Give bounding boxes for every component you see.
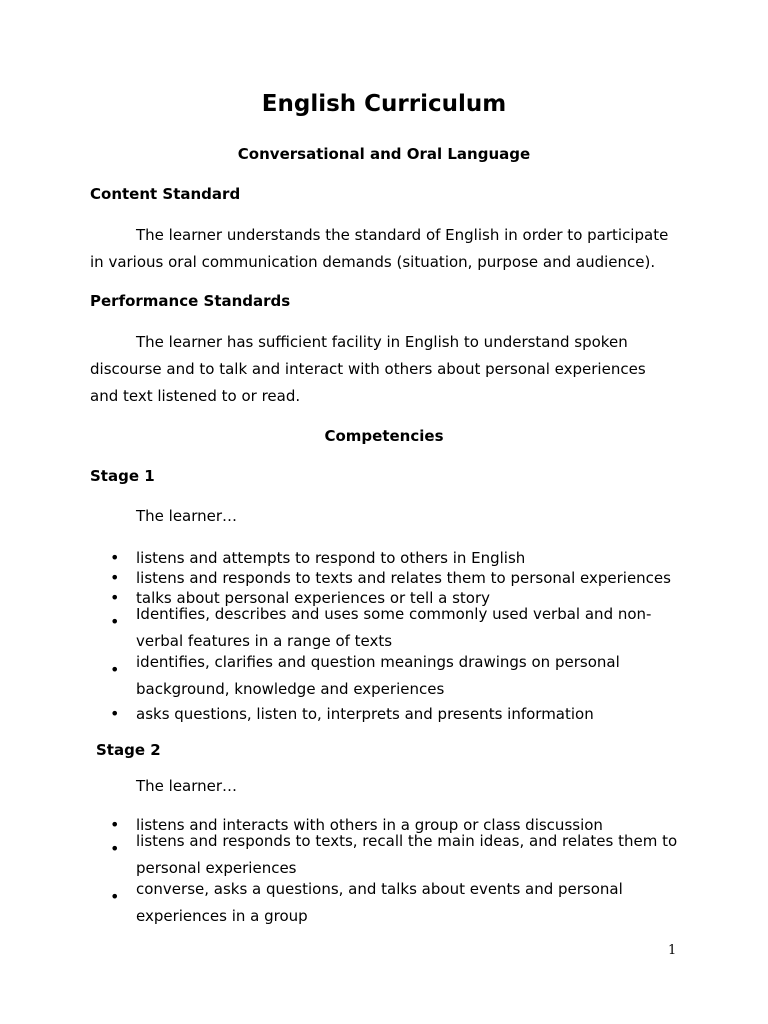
list-item: • talks about personal experiences or tell a story: [110, 588, 676, 608]
performance-standards-heading: Performance Standards: [90, 292, 291, 310]
page-number: 1: [668, 943, 677, 958]
stage-1-heading: Stage 1: [90, 467, 155, 485]
list-item: • Identifies, describes and uses some commonly used verbal and non-verbal features in a range of texts: [110, 608, 676, 656]
document-title: English Curriculum: [261, 91, 507, 117]
stage-2-list: [110, 815, 696, 931]
list-item: • listens and responds to texts and relates them to personal experiences: [110, 568, 676, 588]
stage-1-list: [110, 548, 676, 724]
stage-2-heading: Stage 2: [96, 741, 161, 759]
list-item: • listens and responds to texts, recall the main ideas, and relates them to personal experiences: [110, 835, 696, 883]
list-item: • identifies, clarifies and question meanings drawings on personal background, knowledge and experiences: [110, 656, 636, 704]
stage-2-intro: The learner…: [136, 777, 238, 795]
list-item: • converse, asks a questions, and talks about events and personal experiences in a group: [110, 883, 656, 931]
list-item: • listens and attempts to respond to others in English: [110, 548, 676, 568]
list-item: • listens and interacts with others in a group or class discussion: [110, 815, 696, 835]
content-standard-line-1: The learner understands the standard of English in order to participate: [136, 226, 669, 244]
competencies-heading: Competencies: [324, 427, 444, 445]
stage-1-intro: The learner…: [136, 507, 238, 525]
document-subtitle: Conversational and Oral Language: [237, 145, 531, 163]
content-standard-line-2: in various oral communication demands (situation, purpose and audience).: [90, 253, 656, 271]
performance-standards-line-3: and text listened to or read.: [90, 387, 301, 405]
list-item: • asks questions, listen to, interprets and presents information: [110, 704, 676, 724]
content-standard-heading: Content Standard: [90, 185, 241, 203]
performance-standards-line-2: discourse and to talk and interact with others about personal experiences: [90, 360, 646, 378]
performance-standards-line-1: The learner has sufficient facility in English to understand spoken: [136, 333, 628, 351]
